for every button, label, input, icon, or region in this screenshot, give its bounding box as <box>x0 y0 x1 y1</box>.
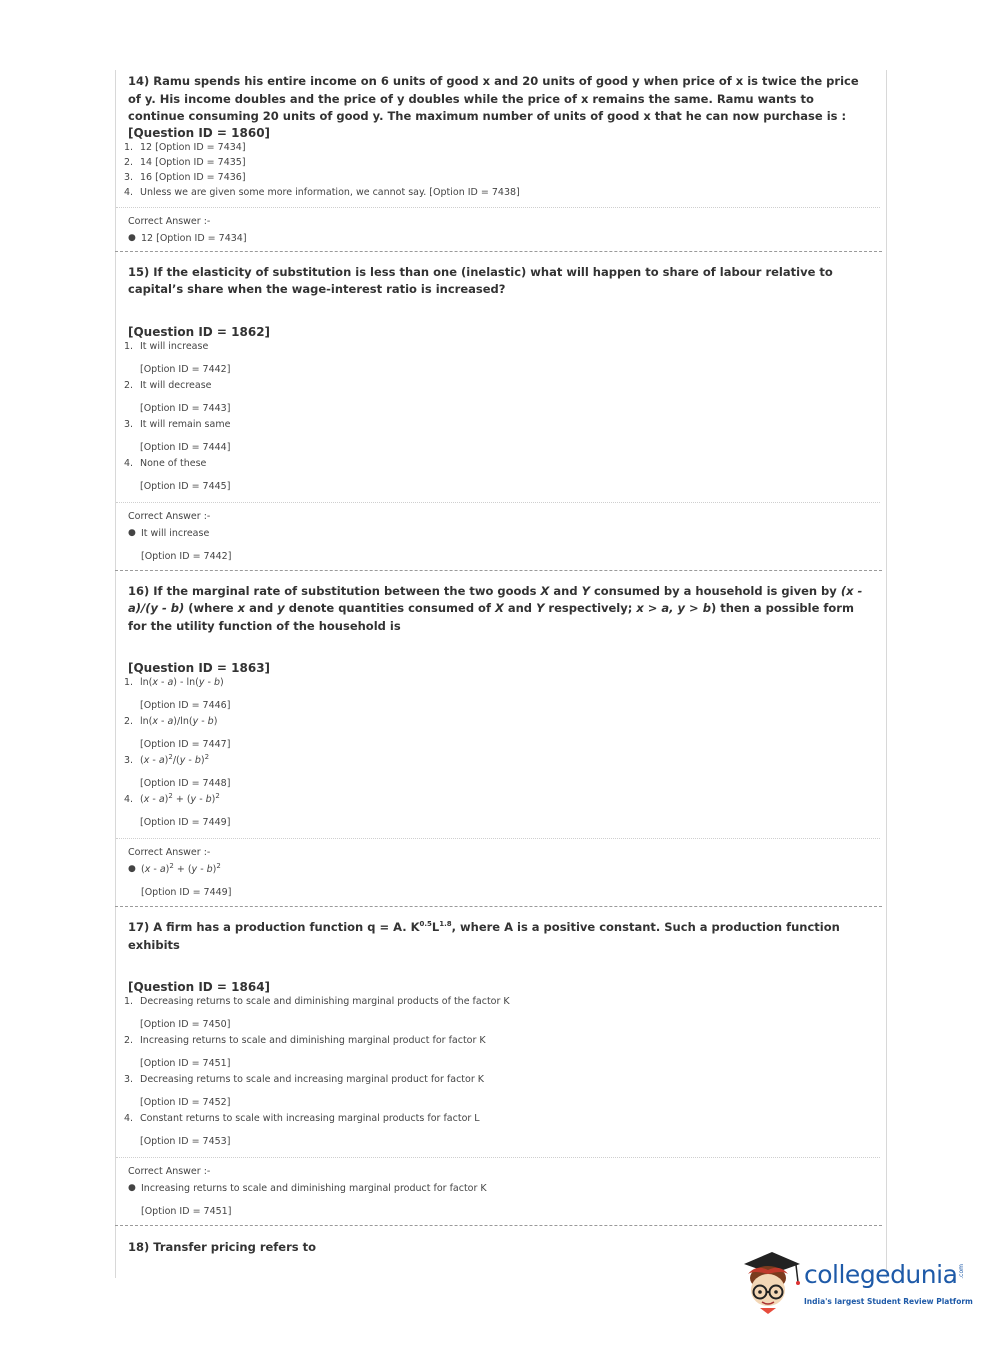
options-list <box>124 339 868 495</box>
correct-answer: ● (x - a)$^2$ + (y - b)$^2$ [Option ID = 7449] <box>128 861 232 898</box>
question-id: [Question ID = 1863] <box>128 661 271 675</box>
option-4: 4. Unless we are given some more information, we cannot say. [Option ID = 7438] <box>124 186 520 198</box>
question-divider <box>115 906 882 907</box>
option-4: 4. None of these [Option ID = 7445] <box>124 457 231 492</box>
correct-answer-label: Correct Answer :- <box>128 1166 211 1177</box>
answer-divider <box>116 838 880 839</box>
option-3: 3. Decreasing returns to scale and increasing marginal product for factor K [Option ID = 7452] <box>124 1074 484 1108</box>
logo-wordmark: collegedunia <box>804 1260 958 1289</box>
question-id: [Question ID = 1860] <box>128 125 271 140</box>
options-list <box>124 140 868 200</box>
question-text: 14) Ramu spends his entire income on 6 units of good x and 20 units of good y when price of x is twice the price of y. His income doubles and the price of y doubles while the price of x remains the same. Ramu wants to continue consuming 20 units of good y. The maximum number of units of good x that he can now purchase is : <box>128 74 859 123</box>
question-text: 17) A firm has a production function q = A. $K^{0.5}L^{1.8}$, where A is a positive constant. Such a production function exhibits <box>128 920 840 952</box>
question-text: 15) If the elasticity of substitution is less than one (inelastic) what will happen to share of labour relative to capital’s share when the wage-interest ratio is increased? <box>128 264 833 296</box>
correct-answer: ● 12 [Option ID = 7434] <box>128 232 247 244</box>
option-2: 2. ln(x - a)/ln(y - b) [Option ID = 7447] <box>124 716 231 750</box>
question-15 <box>124 264 868 571</box>
question-text: 18) Transfer pricing refers to <box>128 1240 317 1254</box>
option-1: 1. Decreasing returns to scale and diminishing marginal products of the factor K [Option ID = 7450] <box>124 996 510 1030</box>
answer-divider <box>116 502 880 503</box>
option-2: 2. Increasing returns to scale and diminishing marginal product for factor K [Option ID = 7451] <box>124 1035 486 1069</box>
question-divider <box>115 570 882 571</box>
options-list <box>124 675 868 831</box>
logo-tagline: India's largest Student Review Platform <box>804 1297 973 1306</box>
question-16 <box>124 583 868 908</box>
correct-answer-label: Correct Answer :- <box>128 510 211 522</box>
correct-answer: ● It will increase [Option ID = 7442] <box>128 527 232 562</box>
option-3: 3. 16 [Option ID = 7436] <box>124 171 246 183</box>
question-divider <box>115 251 882 252</box>
answer-divider <box>116 207 880 208</box>
options-list <box>124 994 868 1150</box>
correct-answer: ● Increasing returns to scale and diminishing marginal product for factor K [Option ID = 7451] <box>128 1183 487 1217</box>
option-1: 1. 12 [Option ID = 7434] <box>124 141 246 153</box>
correct-answer-label: Correct Answer :- <box>128 215 211 227</box>
option-4: 4. Constant returns to scale with increasing marginal products for factor L [Option ID = 7453] <box>124 1113 480 1147</box>
option-3: 3. (x - a)$^2$/(y - b)$^2$ [Option ID = 7448] <box>124 752 231 789</box>
option-2: 2. It will decrease [Option ID = 7443] <box>124 379 231 414</box>
question-id: [Question ID = 1862] <box>128 324 271 339</box>
question-id: [Question ID = 1864] <box>128 980 271 994</box>
option-1: 1. It will increase [Option ID = 7442] <box>124 340 231 375</box>
question-divider <box>115 1225 882 1226</box>
question-14 <box>124 73 868 252</box>
logo-suffix: .com <box>958 1264 965 1279</box>
option-1: 1. ln(x - a) - ln(y - b) [Option ID = 7446] <box>124 677 231 711</box>
question-paper <box>124 73 868 1257</box>
option-2: 2. 14 [Option ID = 7435] <box>124 156 246 168</box>
question-text: 16) If the marginal rate of substitution between the two goods X and Y consumed by a household is given by (x - a)/(y - b) (where x and y denote quantities consumed of X and Y respectively; x > a, y > b) then a possible form for the utility function of the household is <box>128 583 863 633</box>
option-3: 3. It will remain same [Option ID = 7444] <box>124 418 231 453</box>
collegedunia-logo[interactable] <box>738 1248 978 1318</box>
correct-answer-label: Correct Answer :- <box>128 847 211 858</box>
answer-divider <box>116 1157 880 1158</box>
mascot-icon <box>738 1248 802 1316</box>
question-17 <box>124 919 868 1226</box>
option-4: 4. (x - a)$^2$ + (y - b)$^2$ [Option ID = 7449] <box>124 791 231 828</box>
